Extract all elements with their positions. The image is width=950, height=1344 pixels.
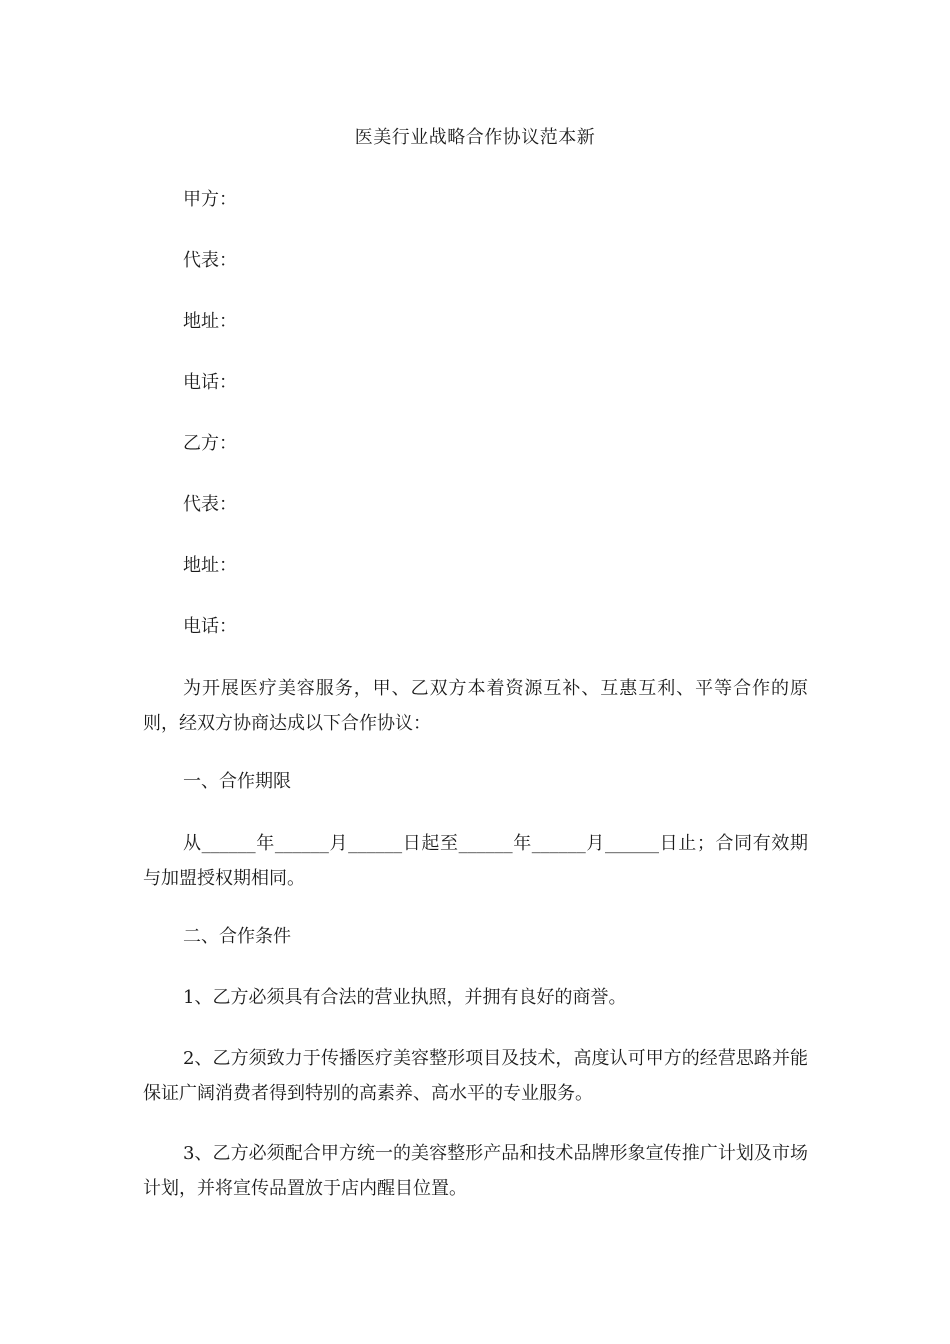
party-b-phone-label: 电话： <box>183 616 237 637</box>
party-b-name-label: 乙方： <box>183 433 237 454</box>
document-title: 医美行业战略合作协议范本新 <box>354 127 596 148</box>
party-b-address-label: 地址： <box>183 555 237 576</box>
clause-1: 1、乙方必须具有合法的营业执照，并拥有良好的商誉。 <box>183 987 627 1008</box>
section-2-heading: 二、合作条件 <box>183 926 291 947</box>
party-a-name-label: 甲方： <box>183 189 237 210</box>
party-a-rep-label: 代表： <box>183 250 237 271</box>
intro-paragraph: 为开展医疗美容服务，甲、乙双方本着资源互补、互惠互利、平等合作的原则，经双方协商达成以下合作协议： <box>143 678 808 734</box>
clause-2: 2、乙方须致力于传播医疗美容整形项目及技术，高度认可甲方的经营思路并能保证广阔消费者得到特别的高素养、高水平的专业服务。 <box>143 1048 808 1104</box>
party-b-rep-label: 代表： <box>183 494 237 515</box>
section-1-heading: 一、合作期限 <box>183 771 291 792</box>
clause-3: 3、乙方必须配合甲方统一的美容整形产品和技术品牌形象宣传推广计划及市场计划，并将宣传品置放于店内醒目位置。 <box>143 1143 808 1199</box>
party-a-phone-label: 电话： <box>183 372 237 393</box>
section-1-term-paragraph: 从______年______月______日起至______年______月______日止；合同有效期与加盟授权期相同。 <box>143 833 808 889</box>
party-a-address-label: 地址： <box>183 311 237 332</box>
